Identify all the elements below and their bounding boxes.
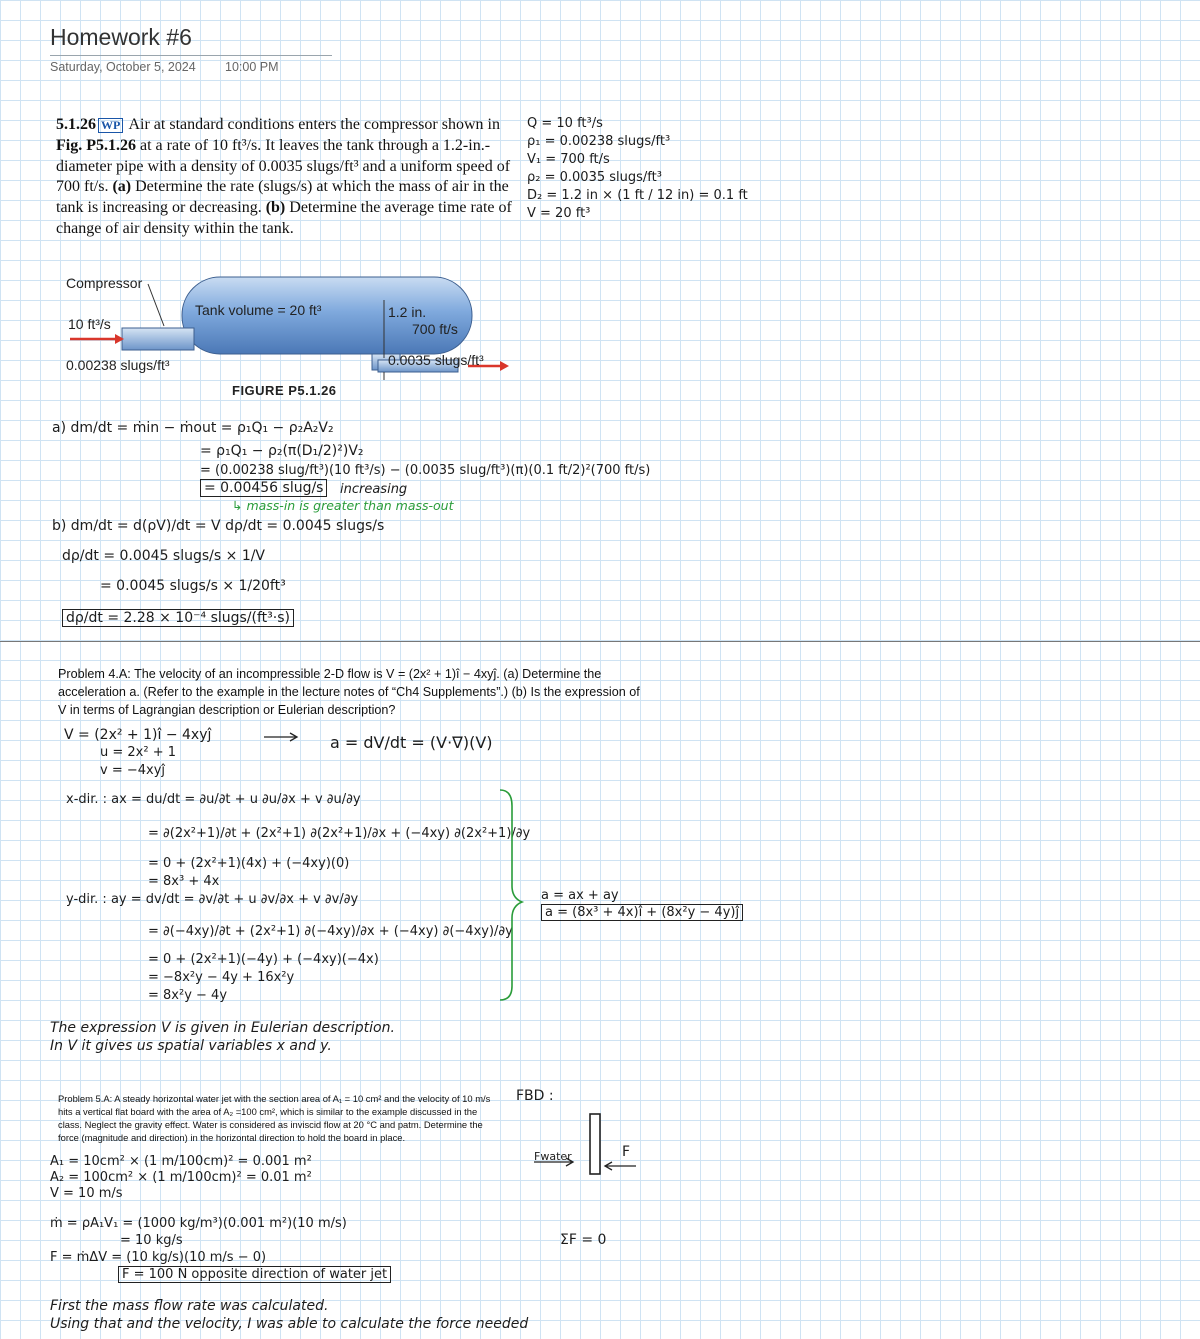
free-body-diagram: [532, 1110, 672, 1182]
problem-number: 5.1.26: [56, 116, 96, 133]
problem-4a-statement-line-2: acceleration a. (Refer to the example in the lecture notes of “Ch4 Supplements”.) (b) Is the expression of: [58, 685, 640, 699]
given-inlet-density: ρ₁ = 0.00238 slugs/ft³: [527, 134, 671, 149]
part-b-label: (b): [265, 199, 286, 217]
solution-b-line-3: = 0.0045 slugs/s × 1/20ft³: [100, 578, 286, 594]
compressor-label: Compressor: [66, 275, 143, 291]
y-dir-line-2: = ∂(−4xy)/∂t + (2x²+1) ∂(−4xy)/∂x + (−4xy) ∂(−4xy)/∂y: [148, 924, 513, 939]
outlet-density-label: 0.0035 slugs/ft³: [388, 352, 484, 368]
acceleration-result: a = (8x³ + 4x)î + (8x²y − 4y)ĵ: [541, 904, 743, 921]
x-dir-line-3: = 0 + (2x²+1)(4x) + (−4xy)(0): [148, 856, 350, 871]
explanation-line-2: Using that and the velocity, I was able to calculate the force needed: [50, 1316, 529, 1332]
given-a1: A₁ = 10cm² × (1 m/100cm)² = 0.001 m²: [50, 1154, 312, 1169]
y-dir-line-4: = −8x²y − 4y + 16x²y: [148, 970, 295, 985]
green-bracket: [496, 786, 526, 1006]
given-a2: A₂ = 100cm² × (1 m/100cm)² = 0.01 m²: [50, 1170, 312, 1185]
conclusion-line-2: In V it gives us spatial variables x and y.: [50, 1038, 332, 1054]
problem-5a-statement: Problem 5.A: A steady horizontal water jet with the section area of A₁ = 10 cm² and the velocity of 10 m/s hits a vertical flat board with the area of A₂ =100 cm², which is similar to the example discussed in the class. Neglect the gravity effect. Water is considered as inviscid flow at 20 °C and patm. Determine the force (magnitude and direction) in the horizontal direction to hold the board in place.: [58, 1093, 491, 1143]
given-diameter: D₂ = 1.2 in × (1 ft / 12 in) = 0.1 ft: [527, 188, 748, 203]
given-outlet-density: ρ₂ = 0.0035 slugs/ft³: [527, 170, 662, 185]
figure-reference: Fig. P5.1.26: [56, 136, 136, 154]
inlet-pipe: [122, 328, 194, 350]
statement-part: Air at standard conditions enters the compressor shown in: [128, 116, 500, 133]
figure-caption: FIGURE P5.1.26: [232, 383, 337, 398]
y-dir-line-3: = 0 + (2x²+1)(−4y) + (−4xy)(−4x): [148, 952, 379, 967]
board-shape: [590, 1114, 600, 1174]
page-date: Saturday, October 5, 2024: [50, 60, 196, 74]
fbd-water-label: Fwater: [534, 1150, 572, 1163]
title-divider: [50, 55, 332, 56]
part-a-label: (a): [112, 178, 132, 196]
x-dir-line-2: = ∂(2x²+1)/∂t + (2x²+1) ∂(2x²+1)/∂x + (−4xy) ∂(2x²+1)/∂y: [148, 826, 531, 841]
part-a-text: Determine the rate (slugs/s) at which the mass of air in the tank is increasing or decreasing.: [56, 178, 509, 217]
solution-b-line-1: b) dm/dt = d(ρV)/dt = V dρ/dt = 0.0045 slugs/s: [52, 518, 385, 534]
wp-badge: WP: [98, 118, 123, 133]
solution-5a-line-1: ṁ = ρA₁V₁ = (1000 kg/m³)(0.001 m²)(10 m/s): [50, 1216, 347, 1231]
given-v: V = 10 m/s: [50, 1186, 123, 1201]
tank-volume-label: Tank volume = 20 ft³: [195, 302, 322, 318]
solution-a-line-3: = (0.00238 slug/ft³)(10 ft³/s) − (0.0035 slug/ft³)(π)(0.1 ft/2)²(700 ft/s): [200, 463, 651, 478]
solution-5a-line-3: F = ṁΔV = (10 kg/s)(10 m/s − 0): [50, 1250, 267, 1265]
solution-b-line-2: dρ/dt = 0.0045 slugs/s × 1/V: [62, 548, 266, 564]
problem-4a-statement-line-1: Problem 4.A: The velocity of an incompressible 2-D flow is V = (2x² + 1)î − 4xyĵ. (a) Determine the: [58, 667, 602, 681]
solution-a-increasing: increasing: [340, 482, 408, 497]
force-result: F = 100 N opposite direction of water jet: [118, 1266, 391, 1283]
section-divider: [0, 641, 1200, 642]
page-title: Homework #6: [50, 24, 192, 50]
x-dir-line-1: x-dir. : ax = du/dt = ∂u/∂t + u ∂u/∂x + v ∂u/∂y: [66, 792, 361, 807]
given-tank-volume: V = 20 ft³: [527, 206, 591, 221]
conclusion-line-1: The expression V is given in Eulerian description.: [50, 1020, 395, 1036]
result-line-1: a = ax + ay: [541, 888, 619, 903]
solution-5a-line-2: = 10 kg/s: [120, 1233, 183, 1248]
explanation-line-1: First the mass flow rate was calculated.: [50, 1298, 329, 1314]
solution-a-note: ↳ mass-in is greater than mass-out: [232, 498, 454, 513]
statement-part: at a rate of 10 ft³/s. It leaves the tank through a 1.2-in.-diameter pipe with a density of 0.0035 slugs/ft³ and a uniform speed of 700 ft/s.: [56, 136, 511, 196]
fbd-force-label: F: [622, 1144, 631, 1160]
acceleration-definition: a = dV/dt = (V·∇)(V): [330, 733, 493, 752]
arrow-icon: [262, 730, 302, 744]
y-dir-line-5: = 8x²y − 4y: [148, 988, 228, 1003]
solution-a-line-1: a) dm/dt = ṁin − ṁout = ρ₁Q₁ − ρ₂A₂V₂: [52, 420, 334, 436]
solution-a-line-4: [200, 480, 327, 496]
solution-5a-line-4: [118, 1267, 391, 1282]
result-line-2: [541, 905, 743, 920]
outlet-speed-label: 700 ft/s: [412, 321, 458, 337]
problem-5-1-26-statement: [56, 115, 521, 240]
velocity-field: V = (2x² + 1)î − 4xyĵ: [64, 727, 212, 743]
solution-a-line-2: = ρ₁Q₁ − ρ₂(π(D₁/2)²)V₂: [200, 443, 364, 459]
solution-a-result: = 0.00456 slug/s: [200, 479, 327, 497]
given-flow-rate: Q = 10 ft³/s: [527, 116, 603, 131]
x-dir-line-4: = 8x³ + 4x: [148, 874, 220, 889]
solution-b-line-4: [62, 610, 294, 626]
page-time: 10:00 PM: [225, 60, 279, 74]
fbd-label: FBD :: [516, 1088, 554, 1104]
pipe-diameter-label: 1.2 in.: [388, 304, 427, 320]
inlet-density-label: 0.00238 slugs/ft³: [66, 357, 170, 373]
given-velocity: V₁ = 700 ft/s: [527, 152, 610, 167]
inflow-label: 10 ft³/s: [68, 316, 111, 332]
y-dir-line-1: y-dir. : ay = dv/dt = ∂v/∂t + u ∂v/∂x + v ∂v/∂y: [66, 892, 359, 907]
problem-4a-statement-line-3: V in terms of Lagrangian description or Eulerian description?: [58, 703, 396, 717]
v-component: v = −4xyĵ: [100, 763, 166, 778]
fbd-sum-forces: ΣF = 0: [560, 1232, 607, 1248]
u-component: u = 2x² + 1: [100, 745, 177, 760]
solution-b-result: dρ/dt = 2.28 × 10⁻⁴ slugs/(ft³·s): [62, 609, 294, 627]
part-b-text: Determine the average time rate of change of air density within the tank.: [56, 199, 512, 237]
